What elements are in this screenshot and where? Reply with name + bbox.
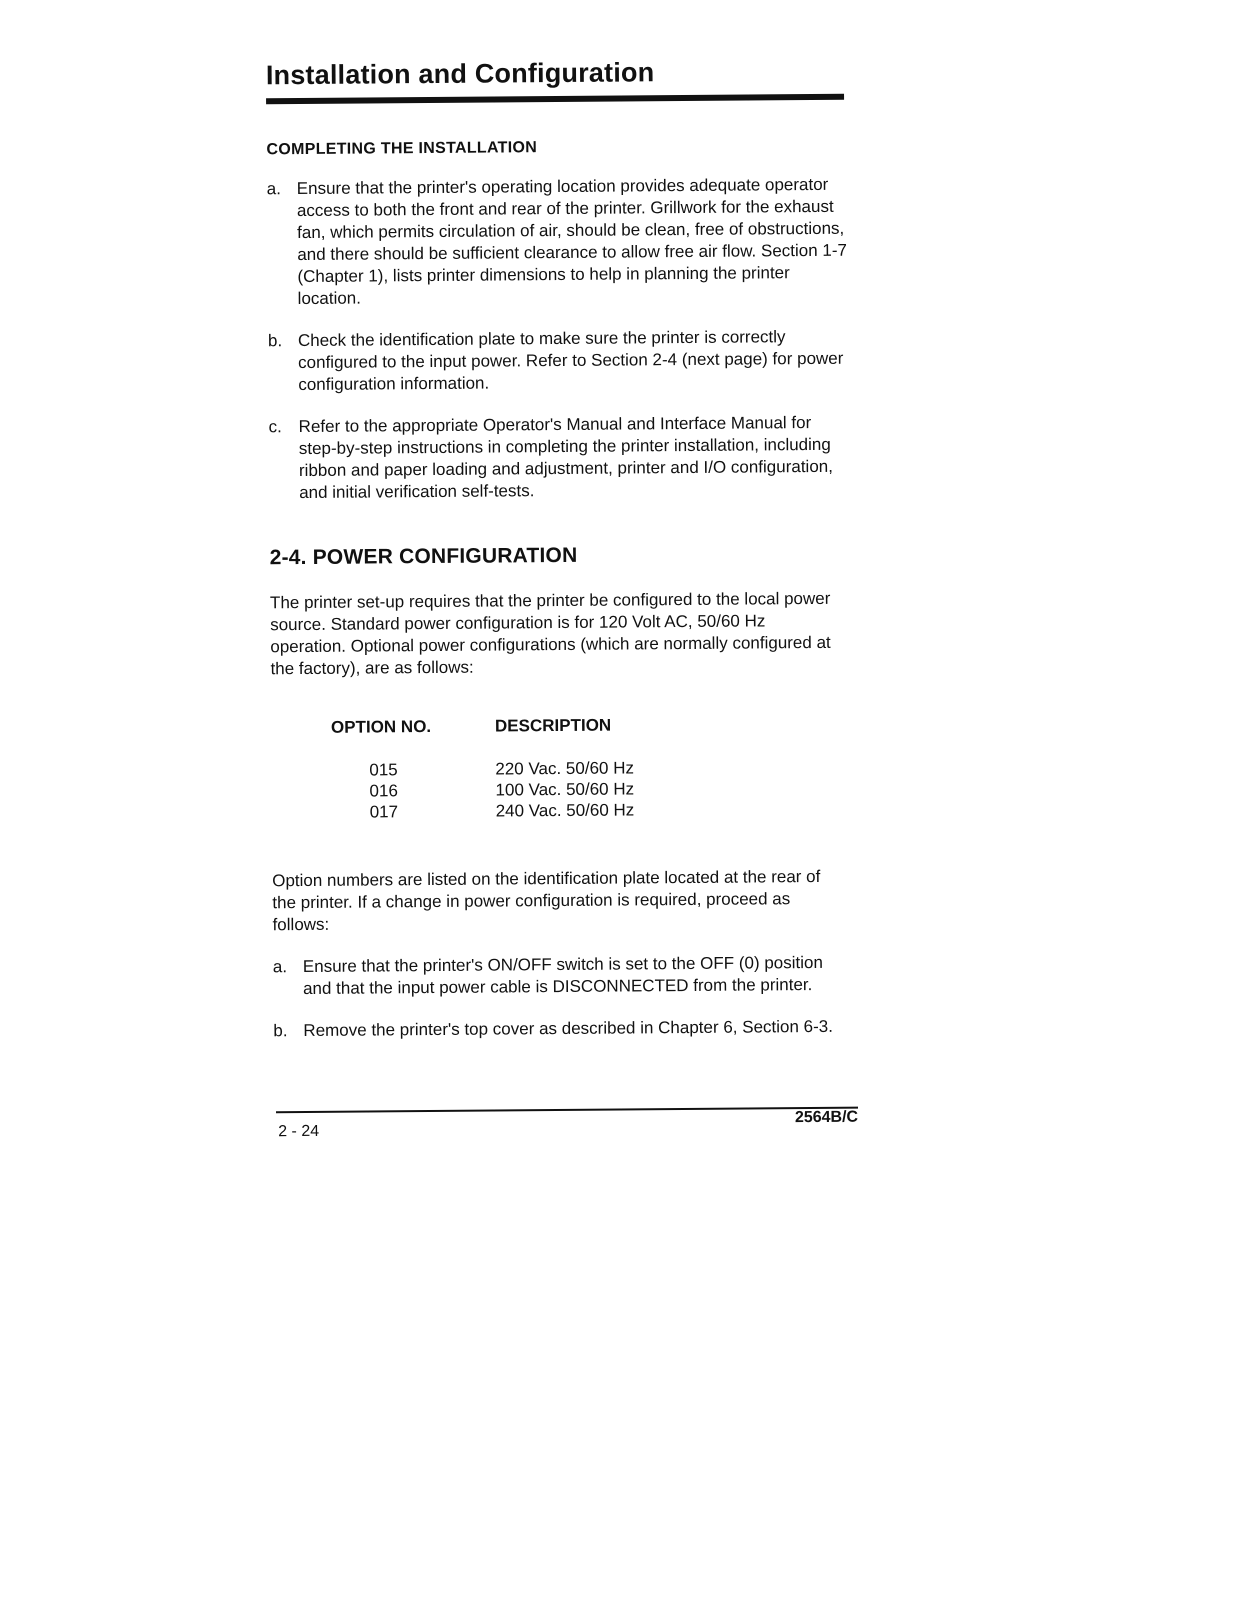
list-item-text: Refer to the appropriate Operator's Manual and Interface Manual for step-by-step instructions in completing the printer installation, including ribbon and paper loading and adjustment, printer and I/O configuration, and initial verification self-tests. xyxy=(298,413,834,503)
option-numbers-paragraph: Option numbers are listed on the identification plate located at the rear of the printer. If a change in power configuration is required, proceed as follows: xyxy=(272,866,821,935)
table-row xyxy=(332,799,692,823)
list-marker: b. xyxy=(267,331,283,351)
table-row xyxy=(331,757,691,781)
option-number-column-header: OPTION NO. xyxy=(330,717,432,737)
list-item-text: Remove the printer's top cover as described in Chapter 6, Section 6-3. xyxy=(303,1016,834,1041)
description-cell: 100 Vac. 50/60 Hz xyxy=(495,779,635,800)
power-intro-paragraph: The printer set-up requires that the printer be configured to the local power source. Standard power configuration is for 120 Volt AC, 50/60 Hz operation. Optional power configurations (which are normally configured at the factory), are as follows: xyxy=(269,588,831,679)
model-number: 2564B/C xyxy=(794,1108,859,1127)
list-item-text: Check the identification plate to make sure the printer is correctly configured to the input power. Refer to Section 2-4 (next page) for power configuration information. xyxy=(297,327,844,395)
power-configuration-heading: 2-4. POWER CONFIGURATION xyxy=(269,543,578,570)
list-marker: a. xyxy=(266,179,282,199)
list-item-text: Ensure that the printer's operating location provides adequate operator access to both the front and rear of the printer. Grillwork for the exhaust fan, which permits circulation of air, should be clean, free of obstructions, and there should be sufficient clearance to allow free air flow. Section 1-7 (Chapter 1), lists printer dimensions to help in planning the printer location. xyxy=(296,174,848,309)
description-column-header: DESCRIPTION xyxy=(494,715,612,736)
description-cell: 240 Vac. 50/60 Hz xyxy=(495,800,635,821)
page-number: 2 - 24 xyxy=(278,1122,320,1141)
description-cell: 220 Vac. 50/60 Hz xyxy=(495,758,635,779)
option-number-cell: 015 xyxy=(369,760,398,780)
power-steps-list xyxy=(273,952,854,1043)
list-item xyxy=(267,174,848,311)
list-item xyxy=(269,412,850,505)
list-item xyxy=(273,952,853,1001)
list-item xyxy=(268,326,849,397)
option-number-cell: 016 xyxy=(369,781,398,801)
power-options-table xyxy=(331,715,692,823)
page-header-title: Installation and Configuration xyxy=(265,57,655,91)
list-item xyxy=(273,1016,853,1043)
header-rule xyxy=(266,94,844,105)
completing-installation-heading: COMPLETING THE INSTALLATION xyxy=(266,139,538,159)
list-marker: c. xyxy=(268,417,282,437)
list-item-text: Ensure that the printer's ON/OFF switch is set to the OFF (0) position and that the input power cable is DISCONNECTED from the printer. xyxy=(302,952,823,999)
options-table-header xyxy=(331,715,691,738)
list-marker: b. xyxy=(273,1021,288,1041)
option-number-cell: 017 xyxy=(369,802,399,822)
list-marker: a. xyxy=(272,957,288,977)
completing-installation-list xyxy=(267,174,850,505)
table-row xyxy=(331,778,691,802)
